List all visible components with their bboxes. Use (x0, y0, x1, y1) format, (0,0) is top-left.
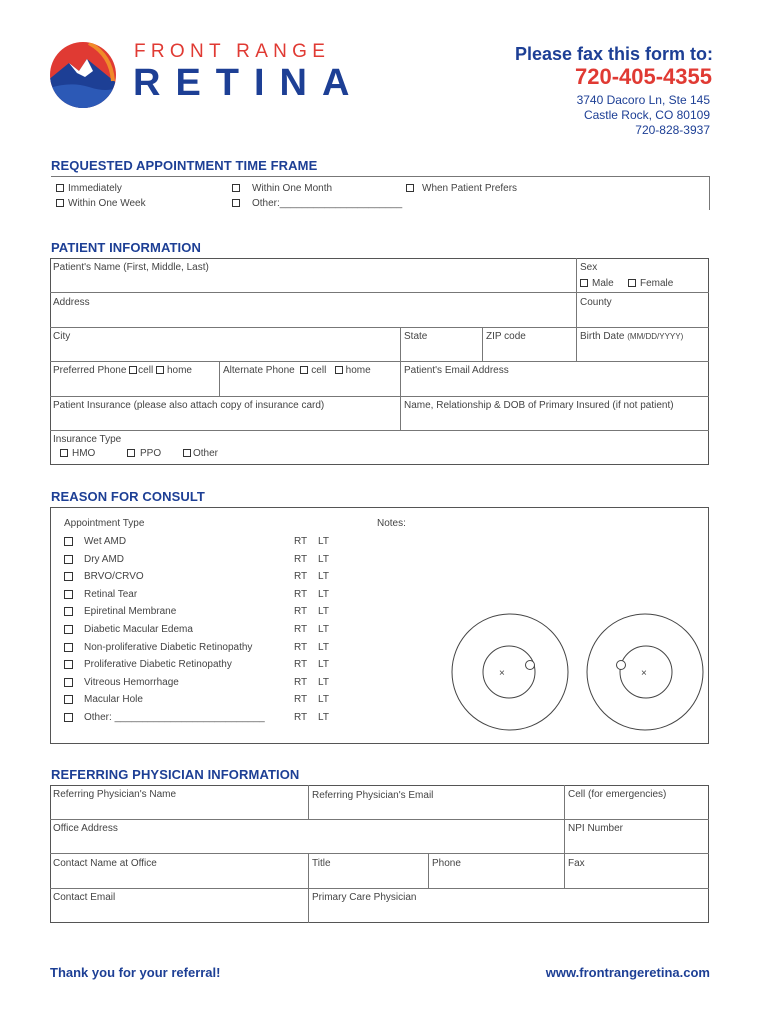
consult-checkbox-icon[interactable] (64, 678, 73, 687)
timeframe-when-patient-prefers[interactable]: When Patient Prefers (406, 183, 517, 194)
consult-checkbox-icon[interactable] (64, 555, 73, 564)
fax-prompt: Please fax this form to: (514, 44, 713, 64)
checkbox-icon (56, 199, 64, 207)
preferred-phone-field[interactable]: Preferred Phone cell home (53, 365, 192, 376)
timeframe-immediately[interactable]: Immediately (56, 183, 122, 194)
consult-checkbox-icon[interactable] (64, 695, 73, 704)
consult-item-label: Epiretinal Membrane (84, 606, 177, 618)
consult-rt-option[interactable]: RT (294, 553, 308, 565)
consult-checkbox-icon[interactable] (64, 572, 73, 581)
col-line (219, 361, 220, 396)
consult-item-label: Wet AMD (84, 536, 127, 547)
clinic-phone: 720-828-3937 (635, 123, 710, 137)
checkbox-icon (183, 449, 191, 457)
footer-thanks: Thank you for your referral! (50, 965, 221, 980)
county-field[interactable]: County (580, 297, 612, 308)
insurance-hmo-checkbox[interactable]: HMO (60, 448, 95, 459)
logo-mark-icon (49, 41, 117, 109)
checkbox-icon (232, 199, 240, 207)
consult-checkbox-icon[interactable] (64, 643, 73, 652)
patient-insurance-field[interactable]: Patient Insurance (please also attach copy of insurance card) (53, 400, 325, 411)
consult-checkbox-icon[interactable] (64, 590, 73, 599)
consult-rt-option[interactable]: RT (294, 676, 308, 688)
row-line (50, 430, 709, 431)
consult-checkbox-icon[interactable] (64, 713, 73, 722)
consult-lt-option[interactable]: LT (318, 553, 329, 565)
consult-checkbox-icon[interactable] (64, 625, 73, 634)
consult-checkbox-icon[interactable] (64, 607, 73, 616)
consult-item-label: Macular Hole (84, 694, 143, 706)
col-line (428, 853, 429, 888)
consult-lt-option[interactable]: LT (318, 641, 329, 653)
row-line (50, 361, 709, 362)
col-line (400, 327, 401, 430)
fovea-marker: × (499, 668, 505, 679)
physician-cell-field[interactable]: Cell (for emergencies) (568, 789, 667, 800)
clinic-address-1: 3740 Dacoro Ln, Ste 145 (576, 93, 710, 107)
timeframe-within-month[interactable]: Within One Month (232, 183, 332, 194)
logo-line2: RETINA (133, 62, 365, 104)
row-line (50, 888, 709, 889)
consult-item-label: Non-proliferative Diabetic Retinopathy (84, 641, 253, 653)
col-line (482, 327, 483, 361)
consult-rt-option[interactable]: RT (294, 624, 308, 635)
checkbox-icon (129, 366, 137, 374)
insurance-type-label: Insurance Type (53, 434, 122, 445)
zip-field[interactable]: ZIP code (486, 331, 526, 342)
consult-title: REASON FOR CONSULT (51, 489, 205, 504)
clinic-address-2: Castle Rock, CO 80109 (583, 108, 710, 122)
checkbox-icon (580, 279, 588, 287)
address-field[interactable]: Address (53, 297, 90, 308)
consult-lt-option[interactable]: LT (318, 536, 329, 547)
birth-date-field[interactable]: Birth Date (MM/DD/YYYY) (580, 331, 684, 342)
physician-title: REFERRING PHYSICIAN INFORMATION (51, 767, 300, 782)
logo-line1: FRONT RANGE (134, 41, 331, 62)
fax-number: 720-405-4355 (574, 64, 712, 89)
timeframe-rule (51, 176, 710, 177)
sex-label: Sex (580, 262, 598, 273)
checkbox-icon (60, 449, 68, 457)
checkbox-icon (300, 366, 308, 374)
fax-field[interactable]: Fax (568, 858, 585, 869)
consult-lt-option[interactable]: LT (318, 694, 329, 706)
contact-phone-field[interactable]: Phone (432, 858, 461, 869)
appointment-type-label: Appointment Type (64, 518, 145, 529)
col-line (308, 853, 309, 923)
checkbox-icon (406, 184, 414, 192)
consult-item-label: BRVO/CRVO (84, 571, 144, 583)
consult-lt-option[interactable]: LT (318, 712, 329, 723)
consult-item-label: Other: ___________________________ (84, 712, 265, 723)
consult-checkbox-icon[interactable] (64, 660, 73, 669)
consult-checkbox-icon[interactable] (64, 537, 73, 546)
col-line (308, 785, 309, 819)
col-line (576, 258, 577, 361)
consult-rt-option[interactable]: RT (294, 606, 308, 618)
insurance-other-checkbox[interactable]: Other (183, 448, 218, 459)
primary-insured-field[interactable]: Name, Relationship & DOB of Primary Insured (if not patient) (404, 400, 674, 411)
consult-item-label: Diabetic Macular Edema (84, 624, 193, 635)
patient-email-field[interactable]: Patient's Email Address (404, 365, 509, 376)
consult-item-label: Proliferative Diabetic Retinopathy (84, 659, 232, 671)
consult-rt-option[interactable]: RT (294, 659, 308, 671)
contact-email-field[interactable]: Contact Email (53, 892, 116, 903)
office-address-field[interactable]: Office Address (53, 823, 118, 834)
contact-name-field[interactable]: Contact Name at Office (53, 858, 157, 869)
alternate-phone-field[interactable]: Alternate Phone cell home (223, 365, 371, 376)
consult-lt-option[interactable]: LT (318, 676, 329, 688)
contact-title-field[interactable]: Title (312, 858, 331, 869)
pcp-field[interactable]: Primary Care Physician (312, 892, 417, 903)
consult-item-label: Dry AMD (84, 553, 124, 565)
checkbox-icon (232, 184, 240, 192)
col-line (564, 785, 565, 888)
fovea-marker: × (641, 668, 647, 679)
timeframe-within-week[interactable]: Within One Week (56, 198, 146, 209)
timeframe-rule-end (709, 176, 710, 210)
state-field[interactable]: State (404, 331, 428, 342)
city-field[interactable]: City (53, 331, 71, 342)
checkbox-icon (127, 449, 135, 457)
eye-diagram-right (450, 612, 570, 732)
consult-item-label: Retinal Tear (84, 588, 138, 600)
footer-website-link[interactable]: www.frontrangeretina.com (545, 965, 710, 980)
physician-email-field[interactable]: Referring Physician's Email (312, 790, 434, 801)
row-line (50, 853, 709, 854)
timeframe-other[interactable]: Other:______________________ (232, 198, 402, 209)
checkbox-icon (628, 279, 636, 287)
insurance-ppo-checkbox[interactable]: PPO (127, 448, 161, 459)
checkbox-icon (156, 366, 164, 374)
consult-rt-option[interactable]: RT (294, 536, 308, 547)
npi-field[interactable]: NPI Number (568, 823, 624, 834)
patient-name-field[interactable]: Patient's Name (First, Middle, Last) (53, 262, 209, 273)
consult-item-label: Vitreous Hemorrhage (84, 676, 179, 688)
notes-label: Notes: (377, 518, 406, 529)
consult-lt-option[interactable]: LT (318, 571, 329, 583)
consult-lt-option[interactable]: LT (318, 624, 329, 635)
consult-rt-option[interactable]: RT (294, 571, 308, 583)
row-line (50, 327, 709, 328)
physician-name-field[interactable]: Referring Physician's Name (53, 789, 177, 800)
row-line (50, 819, 709, 820)
patient-title: PATIENT INFORMATION (51, 240, 201, 255)
checkbox-icon (56, 184, 64, 192)
consult-rt-option[interactable]: RT (294, 588, 308, 600)
consult-rt-option[interactable]: RT (294, 641, 308, 653)
consult-lt-option[interactable]: LT (318, 588, 329, 600)
timeframe-title: REQUESTED APPOINTMENT TIME FRAME (51, 158, 318, 173)
eye-diagram-left (585, 612, 705, 732)
row-line (50, 396, 709, 397)
sex-female-checkbox[interactable]: Female (628, 278, 673, 289)
consult-rt-option[interactable]: RT (294, 712, 308, 723)
consult-lt-option[interactable]: LT (318, 659, 329, 671)
consult-rt-option[interactable]: RT (294, 694, 308, 706)
consult-lt-option[interactable]: LT (318, 606, 329, 618)
row-line (50, 292, 709, 293)
sex-male-checkbox[interactable]: Male (580, 278, 614, 289)
checkbox-icon (335, 366, 343, 374)
